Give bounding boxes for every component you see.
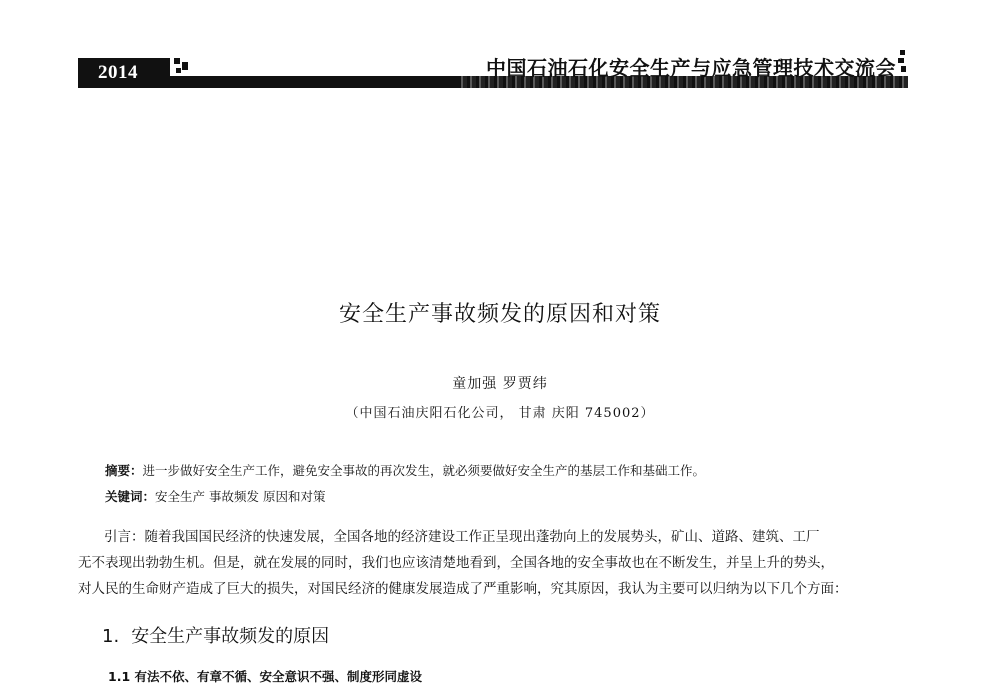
conference-title: 中国石油石化安全生产与应急管理技术交流会	[486, 56, 896, 80]
paper-affiliation: （中国石油庆阳石化公司， 甘肃 庆阳 745002）	[345, 406, 655, 421]
intro-line: 对人民的生命财产造成了巨大的损失，对国民经济的健康发展造成了严重影响，究其原因，我认为主要可以归纳为以下几个方面：	[78, 581, 848, 597]
abstract-label: 摘要：	[105, 463, 143, 478]
abstract-text: 进一步做好安全生产工作，避免安全事故的再次发生，就必须要做好安全生产的基层工作和基础工作。	[142, 463, 706, 478]
conference-decoration-icon	[898, 50, 908, 74]
paper-title: 安全生产事故频发的原因和对策	[338, 302, 661, 327]
intro-line: 无不表现出勃勃生机。但是，就在发展的同时，我们也应该清楚地看到，全国各地的安全事故也在不断发生，并呈上升的势头，	[78, 555, 834, 571]
keywords-label: 关键词：	[105, 489, 156, 504]
introduction-paragraph	[78, 524, 908, 602]
section-title: 安全生产事故频发的原因	[131, 626, 330, 647]
section-heading	[102, 622, 329, 648]
running-header	[78, 58, 908, 88]
intro-line: 引言：随着我国国民经济的快速发展，全国各地的经济建设工作正呈现出蓬勃向上的发展势头，矿山、道路、建筑、工厂	[104, 529, 820, 545]
keywords	[105, 487, 325, 505]
subsection-heading: 1.1 有法不依、有章不循、安全意识不强、制度形同虚设	[108, 669, 422, 684]
keywords-text: 安全生产 事故频发 原因和对策	[155, 489, 326, 504]
paper-authors: 童加强 罗贾纬	[452, 376, 548, 392]
abstract	[105, 461, 705, 479]
header-year: 2014	[98, 62, 138, 83]
header-decoration-icon	[174, 58, 194, 80]
section-number: 1.	[102, 626, 120, 647]
year-block	[78, 58, 170, 88]
